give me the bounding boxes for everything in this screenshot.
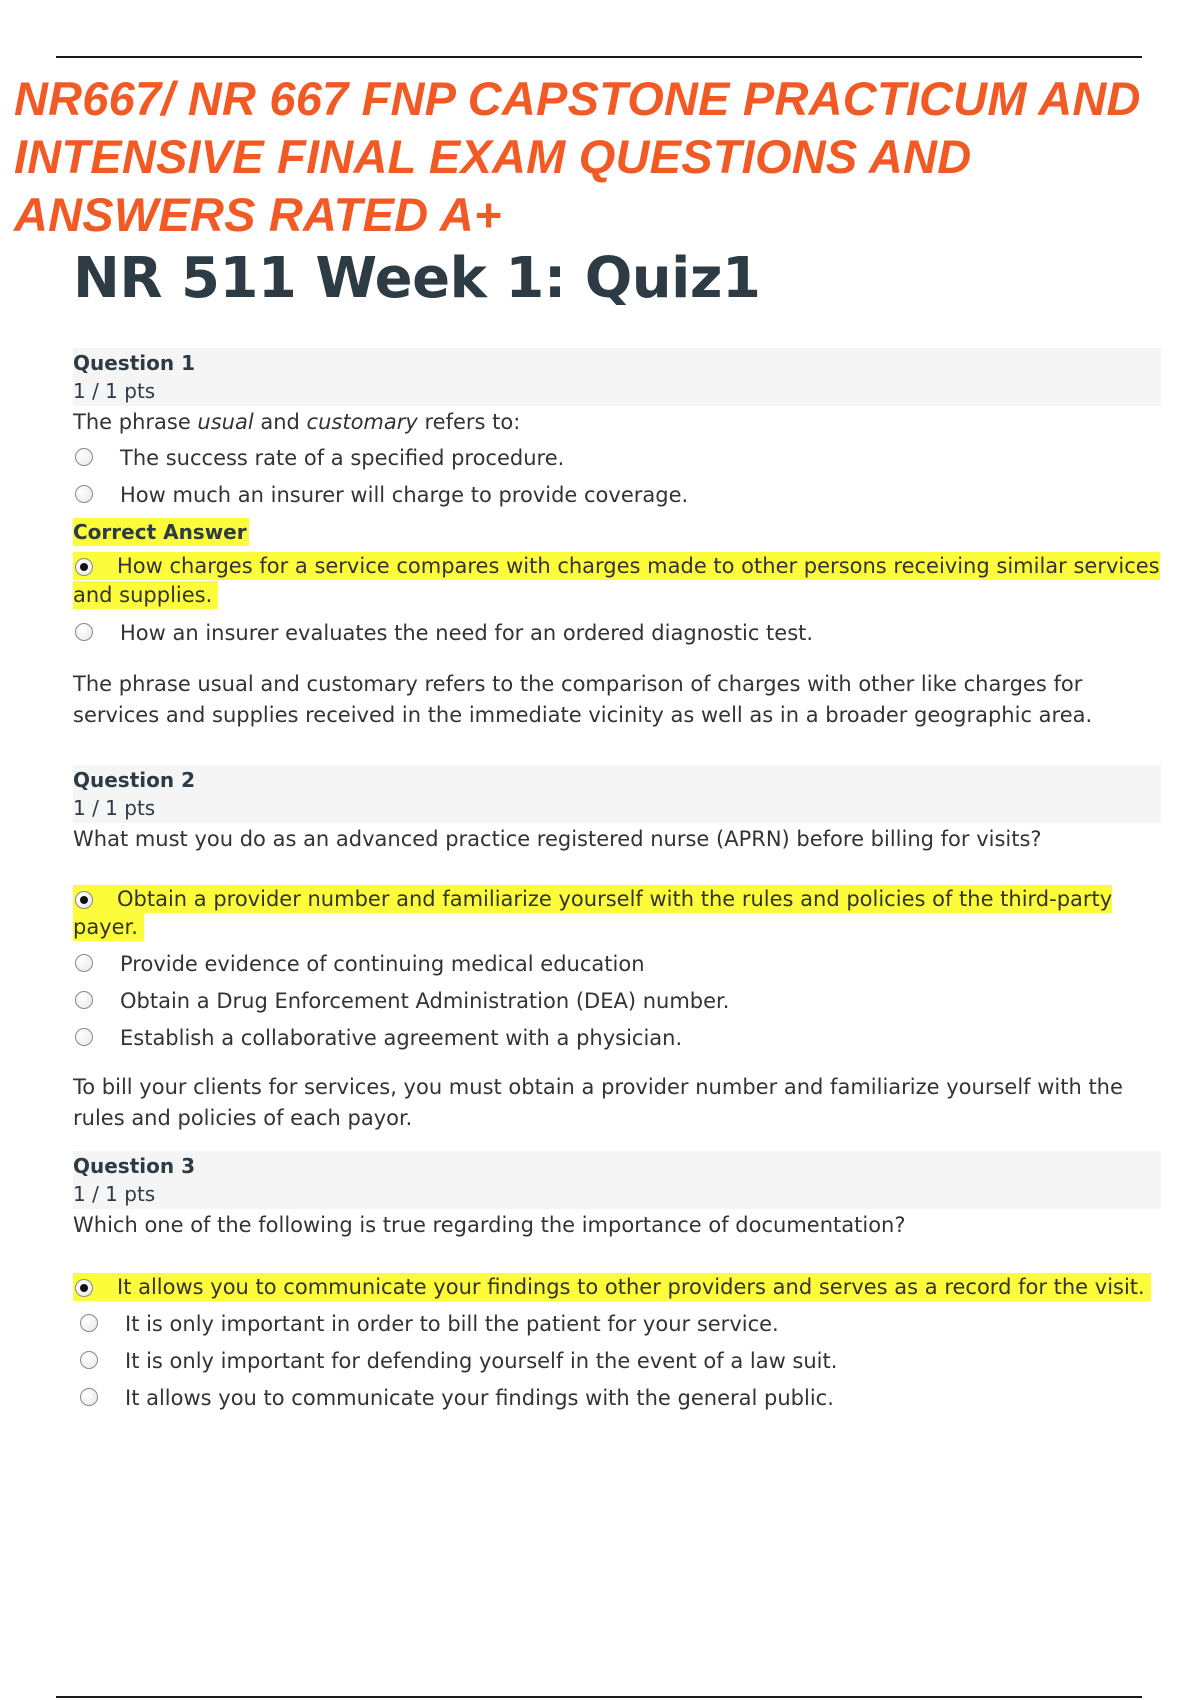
- answer-label: It allows you to communicate your findings to other providers and serves as a record for the visit.: [117, 1275, 1145, 1299]
- answer-option[interactable]: [73, 1384, 1161, 1412]
- answer-option-selected[interactable]: [73, 885, 1161, 941]
- question-name: Question 1: [73, 351, 195, 375]
- question-2: [73, 765, 1161, 1134]
- answer-label: Obtain a provider number and familiarize yourself with the rules and policies of the third-party payer.: [73, 887, 1113, 939]
- answer-label: Establish a collaborative agreement with a physician.: [120, 1026, 683, 1050]
- radio-checked-icon[interactable]: [75, 558, 93, 576]
- answer-option[interactable]: [73, 987, 1161, 1015]
- answer-option[interactable]: [73, 1310, 1161, 1338]
- question-prompt: Which one of the following is true regarding the importance of documentation?: [73, 1213, 906, 1237]
- prompt-text: and: [253, 410, 307, 434]
- answer-label: Obtain a Drug Enforcement Administration (DEA) number.: [120, 989, 730, 1013]
- answer-list: [73, 444, 1161, 647]
- answer-list: [73, 885, 1161, 1052]
- quiz-title: NR 511 Week 1: Quiz1: [73, 246, 761, 311]
- answer-option[interactable]: [73, 1347, 1161, 1375]
- answer-explanation: To bill your clients for services, you must obtain a provider number and familiarize yourself with the rules and policies of each payor.: [73, 1075, 1123, 1130]
- prompt-emphasis: customary: [306, 410, 418, 434]
- answer-option-selected[interactable]: [73, 1273, 1161, 1301]
- answer-option[interactable]: [73, 619, 1161, 647]
- prompt-text: refers to:: [417, 410, 521, 434]
- question-points: 1 / 1 pts: [73, 796, 156, 820]
- question-points: 1 / 1 pts: [73, 1182, 156, 1206]
- answer-option[interactable]: [73, 444, 1161, 472]
- answer-option-selected[interactable]: [73, 552, 1161, 610]
- radio-icon[interactable]: [80, 1314, 98, 1332]
- question-header: [73, 348, 1161, 406]
- question-prompt: What must you do as an advanced practice registered nurse (APRN) before billing for visits?: [73, 827, 1042, 851]
- question-points: 1 / 1 pts: [73, 379, 156, 403]
- top-rule: [56, 56, 1142, 58]
- radio-icon[interactable]: [75, 1028, 93, 1046]
- question-3: [73, 1151, 1161, 1421]
- answer-option[interactable]: [73, 481, 1161, 509]
- radio-checked-icon[interactable]: [75, 891, 93, 909]
- answer-label: The success rate of a specified procedure.: [120, 446, 565, 470]
- answer-label: It allows you to communicate your findings with the general public.: [125, 1386, 834, 1410]
- radio-icon[interactable]: [75, 954, 93, 972]
- question-prompt: [73, 408, 1161, 436]
- answer-option[interactable]: [73, 1024, 1161, 1052]
- question-name: Question 3: [73, 1154, 195, 1178]
- question-header: [73, 1151, 1161, 1209]
- prompt-text: The phrase: [73, 410, 198, 434]
- question-header: [73, 765, 1161, 823]
- radio-icon[interactable]: [80, 1388, 98, 1406]
- correct-answer-label: Correct Answer: [73, 520, 247, 544]
- radio-checked-icon[interactable]: [75, 1279, 93, 1297]
- answer-label: It is only important for defending yourself in the event of a law suit.: [125, 1349, 838, 1373]
- answer-highlight: [73, 1273, 1151, 1301]
- bottom-rule: [56, 1696, 1142, 1698]
- answer-label: Provide evidence of continuing medical education: [120, 952, 645, 976]
- question-name: Question 2: [73, 768, 195, 792]
- radio-icon[interactable]: [75, 448, 93, 466]
- answer-explanation: The phrase usual and customary refers to the comparison of charges with other like charges for services and supplies received in the immediate vicinity as well as in a broader geographic area.: [73, 672, 1093, 727]
- answer-list: [73, 1273, 1161, 1412]
- radio-icon[interactable]: [80, 1351, 98, 1369]
- prompt-emphasis: usual: [197, 410, 254, 434]
- answer-label: How charges for a service compares with charges made to other persons receiving similar services and supplies.: [73, 554, 1160, 607]
- radio-icon[interactable]: [75, 485, 93, 503]
- answer-label: It is only important in order to bill the patient for your service.: [125, 1312, 779, 1336]
- document-title: NR667/ NR 667 FNP CAPSTONE PRACTICUM AND INTENSIVE FINAL EXAM QUESTIONS AND ANSWERS RATED A+: [14, 72, 1141, 241]
- radio-icon[interactable]: [75, 623, 93, 641]
- radio-icon[interactable]: [75, 991, 93, 1009]
- answer-highlight: [73, 552, 1160, 609]
- answer-highlight: [73, 885, 1112, 941]
- answer-label: How much an insurer will charge to provide coverage.: [120, 483, 689, 507]
- answer-label: How an insurer evaluates the need for an ordered diagnostic test.: [120, 621, 814, 645]
- answer-option[interactable]: [73, 950, 1161, 978]
- question-1: [73, 348, 1161, 731]
